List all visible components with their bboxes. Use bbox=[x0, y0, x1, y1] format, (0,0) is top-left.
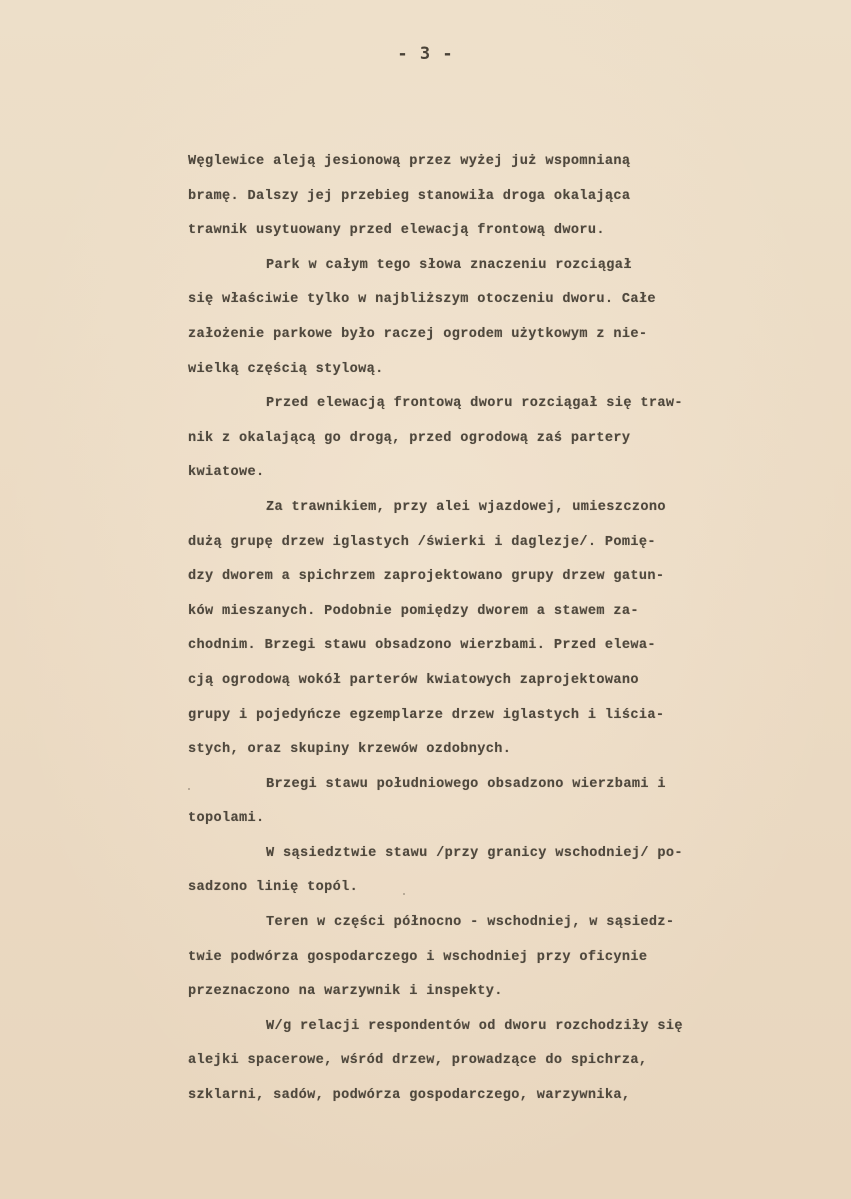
text-line: nik z okalającą go drogą, przed ogrodową zaś partery bbox=[188, 430, 631, 446]
text-line: sadzono linię topól. bbox=[188, 880, 359, 896]
text-line: trawnik usytuowany przed elewacją frontową dworu. bbox=[188, 223, 605, 239]
text-line: dużą grupę drzew iglastych /świerki i daglezje/. Pomię- bbox=[188, 534, 656, 550]
text-line: topolami. bbox=[188, 811, 265, 827]
text-line: wielką częścią stylową. bbox=[188, 361, 384, 377]
text-line: stych, oraz skupiny krzewów ozdobnych. bbox=[188, 742, 512, 758]
text-line: bramę. Dalszy jej przebieg stanowiła droga okalająca bbox=[188, 188, 631, 204]
text-line: szklarni, sadów, podwórza gospodarczego, warzywnika, bbox=[188, 1088, 631, 1104]
text-line: Brzegi stawu południowego obsadzono wierzbami i bbox=[266, 776, 666, 792]
text-line: Przed elewacją frontową dworu rozciągał się traw- bbox=[266, 396, 683, 412]
text-line: cją ogrodową wokół parterów kwiatowych zaprojektowano bbox=[188, 672, 639, 688]
text-line: Węglewice aleją jesionową przez wyżej już wspomnianą bbox=[188, 154, 631, 169]
text-line: Park w całym tego słowa znaczeniu rozciągał bbox=[266, 257, 632, 273]
text-line: przeznaczono na warzywnik i inspekty. bbox=[188, 984, 503, 1000]
text-line: twie podwórza gospodarczego i wschodniej przy oficynie bbox=[188, 949, 648, 965]
text-line: grupy i pojedyńcze egzemplarze drzew iglastych i liścia- bbox=[188, 707, 665, 723]
text-line: kwiatowe. bbox=[188, 465, 265, 481]
text-line: W/g relacji respondentów od dworu rozchodziły się bbox=[266, 1018, 683, 1034]
text-line: Teren w części północno - wschodniej, w sąsiedz- bbox=[266, 915, 675, 931]
text-line: Za trawnikiem, przy alei wjazdowej, umieszczono bbox=[266, 499, 666, 515]
text-line: chodnim. Brzegi stawu obsadzono wierzbami. Przed elewa- bbox=[188, 638, 656, 654]
paper-speck bbox=[188, 788, 190, 790]
text-line: założenie parkowe było raczej ogrodem użytkowym z nie- bbox=[188, 326, 648, 342]
document-body bbox=[188, 145, 778, 1114]
text-line: ków mieszanych. Podobnie pomiędzy dworem a stawem za- bbox=[188, 603, 639, 619]
text-line: alejki spacerowe, wśród drzew, prowadzące do spichrza, bbox=[188, 1053, 648, 1069]
text-line: dzy dworem a spichrzem zaprojektowano grupy drzew gatun- bbox=[188, 569, 665, 585]
text-line: W sąsiedztwie stawu /przy granicy wschodniej/ po- bbox=[266, 845, 683, 861]
page-number: - 3 - bbox=[397, 44, 454, 64]
paper-speck bbox=[403, 893, 405, 895]
text-line: się właściwie tylko w najbliższym otoczeniu dworu. Całe bbox=[188, 292, 656, 308]
